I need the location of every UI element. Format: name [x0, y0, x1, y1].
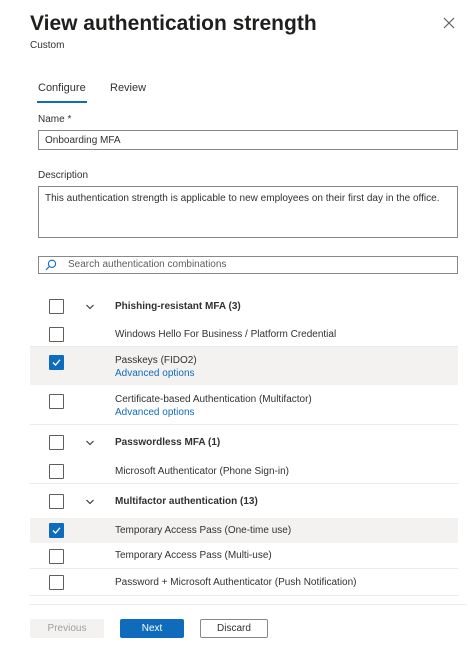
chevron-down-icon[interactable]: [85, 302, 95, 312]
item-checkbox[interactable]: [49, 327, 64, 342]
item-label: Temporary Access Pass (One-time use): [115, 525, 292, 536]
item-checkbox-checked[interactable]: [49, 523, 64, 538]
close-icon: [442, 16, 456, 30]
group-label: Multifactor authentication (13): [115, 496, 258, 507]
list-item: [30, 322, 458, 347]
chevron-down-icon[interactable]: [85, 497, 95, 507]
list-item: [30, 518, 458, 543]
discard-button[interactable]: Discard: [200, 619, 268, 638]
chevron-down-icon[interactable]: [85, 438, 95, 448]
item-checkbox[interactable]: [49, 394, 64, 409]
group-label: Passwordless MFA (1): [115, 437, 221, 448]
page-subtitle: Custom: [30, 40, 65, 51]
group-checkbox[interactable]: [49, 435, 64, 450]
search-icon: [45, 259, 57, 271]
name-field[interactable]: Onboarding MFA: [38, 130, 458, 150]
name-label: Name *: [38, 114, 72, 125]
tab-configure[interactable]: Configure: [38, 82, 86, 94]
tab-review[interactable]: Review: [110, 82, 147, 94]
list-item: [30, 386, 458, 425]
page-title: View authentication strength: [30, 12, 317, 35]
close-button[interactable]: [442, 16, 462, 36]
list-item: [30, 544, 458, 569]
group-row-multifactor: [30, 488, 458, 518]
list-item: [30, 347, 458, 385]
item-label: Windows Hello For Business / Platform Credential: [115, 329, 337, 340]
item-checkbox-checked[interactable]: [49, 355, 64, 370]
advanced-options-link[interactable]: Advanced options: [115, 368, 195, 379]
checkmark-icon: [52, 526, 61, 535]
previous-button[interactable]: Previous: [30, 619, 104, 638]
description-field[interactable]: This authentication strength is applicable to new employees on their first day in the office.: [38, 186, 458, 238]
item-label: Microsoft Authenticator (Phone Sign-in): [115, 466, 289, 477]
checkmark-icon: [52, 358, 61, 367]
list-item: [30, 459, 458, 484]
next-button[interactable]: Next: [120, 619, 184, 638]
search-placeholder: Search authentication combinations: [68, 259, 227, 270]
description-label: Description: [38, 170, 89, 181]
item-checkbox[interactable]: [49, 464, 64, 479]
item-label: Passkeys (FIDO2): [115, 355, 197, 366]
item-checkbox[interactable]: [49, 549, 64, 564]
group-checkbox[interactable]: [49, 299, 64, 314]
group-row-passwordless: [30, 429, 458, 459]
item-label: Password + Microsoft Authenticator (Push Notification): [115, 577, 357, 588]
group-label: Phishing-resistant MFA (3): [115, 301, 241, 312]
search-input[interactable]: [38, 256, 458, 274]
item-label: Certificate-based Authentication (Multifactor): [115, 394, 312, 405]
group-checkbox[interactable]: [49, 494, 64, 509]
footer-divider: [30, 604, 466, 605]
item-label: Temporary Access Pass (Multi-use): [115, 550, 272, 561]
group-row-phishing-resistant: [30, 292, 458, 322]
item-checkbox[interactable]: [49, 575, 64, 590]
list-item: [30, 569, 458, 596]
advanced-options-link[interactable]: Advanced options: [115, 407, 195, 418]
